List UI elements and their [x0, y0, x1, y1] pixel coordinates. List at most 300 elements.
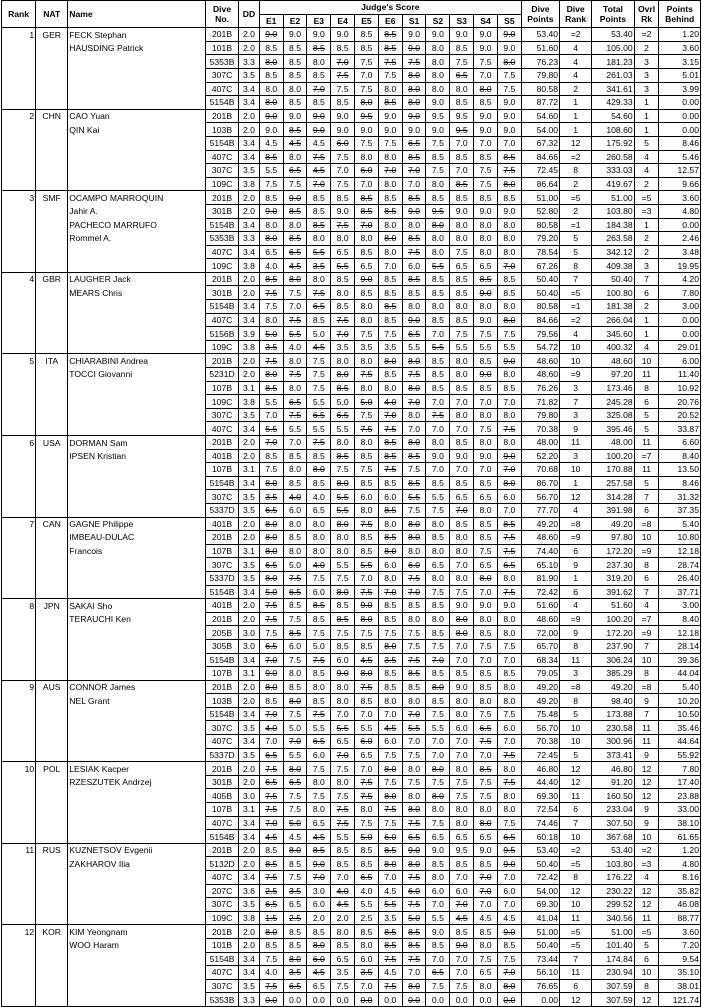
judge-score: 8.0 [474, 232, 498, 246]
team-nat [36, 857, 68, 871]
results-table [1, 0, 701, 1007]
points-behind: 29.01 [659, 340, 701, 354]
judge-score: 8.5 [426, 272, 450, 286]
judge-score-discarded: 7.5 [378, 979, 402, 993]
judge-score: 7.5 [426, 775, 450, 789]
dive-dd: 2.0 [239, 857, 260, 871]
judge-score: 8.5 [331, 938, 355, 952]
judge-score: 8.5 [474, 857, 498, 871]
team-rank [2, 816, 36, 830]
athlete-name: MEARS Chris [68, 286, 206, 300]
judge-score: 7.5 [402, 463, 426, 477]
judge-score-discarded: 7.5 [259, 762, 283, 776]
dive-no: 5154B [205, 952, 238, 966]
dive-dd: 3.4 [239, 966, 260, 980]
judge-score: 7.0 [450, 735, 474, 749]
total-points: 299.52 [592, 898, 634, 912]
points-behind: 23.88 [659, 789, 701, 803]
judge-score-discarded: 8.0 [402, 979, 426, 993]
dive-dd: 3.8 [239, 259, 260, 273]
judge-score-discarded: 8.5 [378, 28, 402, 42]
athlete-name: LAUGHER Jack [68, 272, 206, 286]
dive-row [2, 707, 701, 721]
points-behind: 17.40 [659, 775, 701, 789]
team-rank: 6 [2, 436, 36, 450]
team-nat [36, 911, 68, 925]
team-rank [2, 422, 36, 436]
dive-rank: 4 [560, 599, 592, 613]
judge-score-discarded: 4.0 [331, 884, 355, 898]
overall-rank: 12 [634, 898, 659, 912]
dive-dd: 3.3 [239, 993, 260, 1007]
team-nat: GBR [36, 272, 68, 286]
dive-rank: =8 [560, 517, 592, 531]
judge-score-discarded: 7.5 [402, 816, 426, 830]
team-nat [36, 789, 68, 803]
dive-points: 72.42 [521, 871, 559, 885]
athlete-name: DORMAN Sam [68, 436, 206, 450]
points-behind: 3.60 [659, 41, 701, 55]
team-nat [36, 830, 68, 844]
judge-score: 8.5 [355, 544, 379, 558]
judge-score: 7.0 [283, 436, 307, 450]
judge-score-discarded: 7.0 [283, 735, 307, 749]
judge-score: 8.0 [378, 694, 402, 708]
judge-score-discarded: 6.5 [307, 408, 331, 422]
judge-score-discarded: 8.0 [355, 612, 379, 626]
total-points: 172.20 [592, 544, 634, 558]
athlete-name: Rommel A. [68, 232, 206, 246]
team-rank: 8 [2, 599, 36, 613]
judge-score-discarded: 8.0 [450, 626, 474, 640]
dive-no: 201B [205, 531, 238, 545]
overall-rank: 6 [634, 395, 659, 409]
athlete-name [68, 55, 206, 69]
total-points: 176.22 [592, 871, 634, 885]
judge-score: 8.0 [355, 503, 379, 517]
team-nat [36, 612, 68, 626]
team-nat [36, 803, 68, 817]
judge-score-discarded: 8.0 [259, 476, 283, 490]
dive-points: 73.44 [521, 952, 559, 966]
judge-score: 8.5 [497, 191, 521, 205]
judge-score: 7.0 [426, 463, 450, 477]
judge-score: 7.0 [450, 463, 474, 477]
team-rank: 10 [2, 762, 36, 776]
judge-score: 3.5 [355, 340, 379, 354]
dive-dd: 3.5 [239, 558, 260, 572]
header-judge-col: E1 [259, 14, 283, 28]
judge-score: 8.5 [450, 150, 474, 164]
judge-score-discarded: 8.5 [259, 857, 283, 871]
athlete-name [68, 381, 206, 395]
dive-row [2, 245, 701, 259]
judge-score: 7.0 [378, 871, 402, 885]
judge-score: 8.0 [450, 408, 474, 422]
dive-dd: 3.8 [239, 395, 260, 409]
team-nat [36, 816, 68, 830]
dive-no: 201B [205, 680, 238, 694]
header-judge-col: S2 [426, 14, 450, 28]
athlete-name [68, 422, 206, 436]
dive-no: 5353B [205, 232, 238, 246]
dive-rank: 11 [560, 653, 592, 667]
judge-score: 8.0 [307, 803, 331, 817]
judge-score: 9.0 [474, 843, 498, 857]
dive-row [2, 109, 701, 123]
dive-rank: 3 [560, 408, 592, 422]
judge-score: 8.5 [474, 667, 498, 681]
judge-score: 7.5 [307, 368, 331, 382]
dive-row [2, 286, 701, 300]
judge-score-discarded: 6.5 [259, 775, 283, 789]
dive-no: 201B [205, 436, 238, 450]
dive-rank: 12 [560, 490, 592, 504]
judge-score-discarded: 8.0 [426, 680, 450, 694]
judge-score: 3.0 [307, 884, 331, 898]
judge-score-discarded: 9.0 [307, 123, 331, 137]
judge-score-discarded: 8.0 [283, 952, 307, 966]
judge-score-discarded: 5.5 [331, 721, 355, 735]
dive-points: 48.60 [521, 354, 559, 368]
judge-score: 4.5 [497, 911, 521, 925]
overall-rank: 3 [634, 259, 659, 273]
dive-row [2, 340, 701, 354]
judge-score: 8.5 [355, 41, 379, 55]
dive-no: 5353B [205, 993, 238, 1007]
judge-score: 8.5 [426, 599, 450, 613]
judge-score: 8.5 [259, 41, 283, 55]
judge-score-discarded: 8.0 [259, 232, 283, 246]
dive-row [2, 123, 701, 137]
dive-no: 5337D [205, 748, 238, 762]
judge-score-discarded: 6.5 [450, 68, 474, 82]
judge-score: 6.5 [259, 245, 283, 259]
points-behind: 10.80 [659, 531, 701, 545]
judge-score: 8.5 [307, 476, 331, 490]
judge-score-discarded: 9.0 [355, 599, 379, 613]
athlete-name: IPSEN Kristian [68, 449, 206, 463]
team-nat [36, 979, 68, 993]
dive-points: 70.38 [521, 735, 559, 749]
judge-score-discarded: 9.0 [259, 667, 283, 681]
judge-score: 8.5 [402, 599, 426, 613]
total-points: 342.12 [592, 245, 634, 259]
dive-dd: 3.4 [239, 707, 260, 721]
dive-dd: 2.0 [239, 694, 260, 708]
athlete-name [68, 558, 206, 572]
judge-score-discarded: 8.0 [497, 979, 521, 993]
judge-score: 8.5 [378, 667, 402, 681]
judge-score: 9.0 [497, 41, 521, 55]
judge-score: 7.0 [355, 177, 379, 191]
athlete-name [68, 313, 206, 327]
dive-no: 405B [205, 789, 238, 803]
judge-score: 8.0 [474, 300, 498, 314]
athlete-name [68, 340, 206, 354]
judge-score-discarded: 0.0 [402, 993, 426, 1007]
judge-score-discarded: 6.0 [402, 558, 426, 572]
judge-score: 8.5 [307, 612, 331, 626]
judge-score-discarded: 7.5 [259, 871, 283, 885]
team-nat [36, 748, 68, 762]
dive-dd: 2.0 [239, 775, 260, 789]
team-rank [2, 707, 36, 721]
points-behind: 12.18 [659, 544, 701, 558]
overall-rank: 11 [634, 463, 659, 477]
judge-score: 8.5 [331, 843, 355, 857]
athlete-name [68, 245, 206, 259]
judge-score: 7.0 [497, 653, 521, 667]
judge-score: 7.5 [402, 626, 426, 640]
dive-no: 107B [205, 381, 238, 395]
athlete-name: ZAKHAROV Ilia [68, 857, 206, 871]
team-nat [36, 585, 68, 599]
judge-score-discarded: 8.0 [402, 531, 426, 545]
team-nat [36, 313, 68, 327]
dive-no: 307C [205, 408, 238, 422]
judge-score: 7.5 [307, 571, 331, 585]
judge-score-discarded: 7.0 [307, 177, 331, 191]
judge-score-discarded: 8.5 [402, 938, 426, 952]
judge-score-discarded: 3.5 [378, 653, 402, 667]
dive-no: 205B [205, 626, 238, 640]
judge-score-discarded: 7.5 [259, 789, 283, 803]
dive-points: 72.45 [521, 164, 559, 178]
judge-score: 6.0 [307, 898, 331, 912]
points-behind: 26.40 [659, 571, 701, 585]
judge-score-discarded: 6.5 [283, 245, 307, 259]
judge-score-discarded: 6.5 [307, 735, 331, 749]
judge-score-discarded: 8.0 [283, 272, 307, 286]
judge-score-discarded: 0.0 [497, 993, 521, 1007]
judge-score-discarded: 6.5 [283, 395, 307, 409]
header-judge-col: S4 [474, 14, 498, 28]
judge-score: 5.5 [402, 340, 426, 354]
team-nat [36, 245, 68, 259]
judge-score: 9.0 [497, 599, 521, 613]
judge-score-discarded: 9.0 [497, 925, 521, 939]
judge-score: 8.0 [331, 694, 355, 708]
dive-rank: =9 [560, 531, 592, 545]
judge-score: 8.5 [307, 449, 331, 463]
judge-score-discarded: 8.0 [331, 368, 355, 382]
dive-dd: 2.0 [239, 354, 260, 368]
judge-score: 8.5 [474, 96, 498, 110]
total-points: 341.61 [592, 82, 634, 96]
judge-score: 7.0 [402, 966, 426, 980]
team-rank [2, 775, 36, 789]
dive-rank: 8 [560, 259, 592, 273]
team-nat [36, 735, 68, 749]
judge-score-discarded: 6.5 [283, 775, 307, 789]
dive-points: 50.40 [521, 857, 559, 871]
header-dive-no: Dive No. [205, 1, 238, 28]
judge-score: 8.5 [378, 599, 402, 613]
dive-no: 307C [205, 721, 238, 735]
judge-score: 3.5 [378, 911, 402, 925]
judge-score-discarded: 8.0 [402, 82, 426, 96]
judge-score-discarded: 8.5 [378, 41, 402, 55]
team-rank [2, 721, 36, 735]
judge-score: 2.0 [307, 911, 331, 925]
overall-rank: 8 [634, 667, 659, 681]
team-rank [2, 667, 36, 681]
judge-score: 8.0 [307, 531, 331, 545]
dive-no: 201B [205, 28, 238, 42]
judge-score: 8.0 [402, 544, 426, 558]
judge-score: 7.5 [283, 653, 307, 667]
judge-score: 8.5 [450, 191, 474, 205]
dive-no: 301B [205, 775, 238, 789]
judge-score: 6.0 [307, 748, 331, 762]
judge-score: 7.0 [259, 735, 283, 749]
total-points: 103.80 [592, 857, 634, 871]
judge-score-discarded: 8.0 [378, 789, 402, 803]
dive-points: 53.40 [521, 843, 559, 857]
judge-score: 8.0 [450, 218, 474, 232]
judge-score: 8.5 [355, 286, 379, 300]
total-points: 300.96 [592, 735, 634, 749]
athlete-name: GAGNE Philippe [68, 517, 206, 531]
dive-points: 71.82 [521, 395, 559, 409]
judge-score-discarded: 7.0 [426, 653, 450, 667]
judge-score: 6.5 [474, 558, 498, 572]
dive-dd: 2.0 [239, 204, 260, 218]
dive-dd: 3.5 [239, 721, 260, 735]
dive-no: 103B [205, 694, 238, 708]
dive-rank: 12 [560, 993, 592, 1007]
dive-points: 76.23 [521, 55, 559, 69]
overall-rank: =3 [634, 857, 659, 871]
dive-dd: 3.8 [239, 340, 260, 354]
judge-score-discarded: 8.0 [259, 55, 283, 69]
dive-points: 76.65 [521, 979, 559, 993]
judge-score: 7.0 [450, 871, 474, 885]
judge-score: 7.5 [450, 789, 474, 803]
dive-dd: 2.0 [239, 680, 260, 694]
judge-score: 8.5 [378, 368, 402, 382]
judge-score-discarded: 8.0 [331, 476, 355, 490]
judge-score-discarded: 6.5 [402, 327, 426, 341]
judge-score: 8.0 [474, 803, 498, 817]
overall-rank: 7 [634, 707, 659, 721]
judge-score-discarded: 7.5 [331, 68, 355, 82]
judge-score: 8.0 [497, 762, 521, 776]
judge-score: 8.5 [283, 925, 307, 939]
points-behind: 11.40 [659, 368, 701, 382]
judge-score: 7.5 [378, 775, 402, 789]
total-points: 306.24 [592, 653, 634, 667]
points-behind: 61.65 [659, 830, 701, 844]
dive-rank: 10 [560, 735, 592, 749]
judge-score-discarded: 7.5 [283, 368, 307, 382]
judge-score-discarded: 8.0 [283, 762, 307, 776]
dive-points: 65.10 [521, 558, 559, 572]
judge-score: 9.0 [259, 123, 283, 137]
overall-rank: 7 [634, 639, 659, 653]
judge-score-discarded: 6.5 [331, 408, 355, 422]
points-behind: 35.46 [659, 721, 701, 735]
overall-rank: =2 [634, 28, 659, 42]
judge-score: 7.5 [331, 463, 355, 477]
dive-row [2, 354, 701, 368]
overall-rank: 10 [634, 966, 659, 980]
header-judge-col: S1 [402, 14, 426, 28]
judge-score: 6.5 [307, 979, 331, 993]
total-points: 181.23 [592, 55, 634, 69]
points-behind: 3.15 [659, 55, 701, 69]
total-points: 46.80 [592, 762, 634, 776]
judge-score: 8.0 [497, 300, 521, 314]
judge-score-discarded: 7.0 [259, 707, 283, 721]
judge-score-discarded: 7.5 [402, 898, 426, 912]
dive-dd: 3.4 [239, 218, 260, 232]
dive-dd: 3.5 [239, 748, 260, 762]
judge-score-discarded: 8.5 [378, 96, 402, 110]
judge-score: 8.0 [355, 938, 379, 952]
total-points: 314.28 [592, 490, 634, 504]
judge-score: 8.0 [307, 517, 331, 531]
judge-score-discarded: 8.0 [402, 96, 426, 110]
team-rank [2, 82, 36, 96]
team-nat: CHN [36, 109, 68, 123]
judge-score-discarded: 8.0 [474, 816, 498, 830]
judge-score-discarded: 2.5 [283, 911, 307, 925]
judge-score: 8.5 [331, 639, 355, 653]
judge-score-discarded: 8.0 [378, 544, 402, 558]
team-nat [36, 68, 68, 82]
dive-dd: 3.4 [239, 82, 260, 96]
overall-rank: 10 [634, 354, 659, 368]
points-behind: 20.52 [659, 408, 701, 422]
team-rank [2, 979, 36, 993]
dive-rank: 4 [560, 68, 592, 82]
total-points: 173.88 [592, 707, 634, 721]
judge-score: 6.0 [283, 503, 307, 517]
judge-score-discarded: 6.5 [259, 503, 283, 517]
dive-rank: =2 [560, 313, 592, 327]
dive-no: 5154B [205, 300, 238, 314]
overall-rank: 1 [634, 96, 659, 110]
judge-score: 7.5 [402, 639, 426, 653]
judge-score: 9.0 [474, 599, 498, 613]
judge-score: 8.0 [307, 680, 331, 694]
judge-score: 7.0 [450, 952, 474, 966]
team-rank: 4 [2, 272, 36, 286]
dive-dd: 3.8 [239, 911, 260, 925]
dive-rank: 9 [560, 626, 592, 640]
judge-score-discarded: 7.5 [426, 408, 450, 422]
total-points: 325.08 [592, 408, 634, 422]
judge-score-discarded: 8.0 [259, 368, 283, 382]
judge-score: 8.5 [355, 694, 379, 708]
dive-row [2, 191, 701, 205]
dive-rank: 10 [560, 463, 592, 477]
judge-score-discarded: 7.0 [378, 164, 402, 178]
team-rank: 5 [2, 354, 36, 368]
judge-score-discarded: 7.5 [497, 164, 521, 178]
dive-no: 103B [205, 123, 238, 137]
team-rank [2, 177, 36, 191]
judge-score: 7.0 [355, 707, 379, 721]
dive-dd: 2.0 [239, 41, 260, 55]
team-nat [36, 408, 68, 422]
dive-points: 72.45 [521, 748, 559, 762]
judge-score: 8.0 [402, 218, 426, 232]
judge-score: 7.5 [259, 626, 283, 640]
judge-score-discarded: 8.0 [426, 218, 450, 232]
